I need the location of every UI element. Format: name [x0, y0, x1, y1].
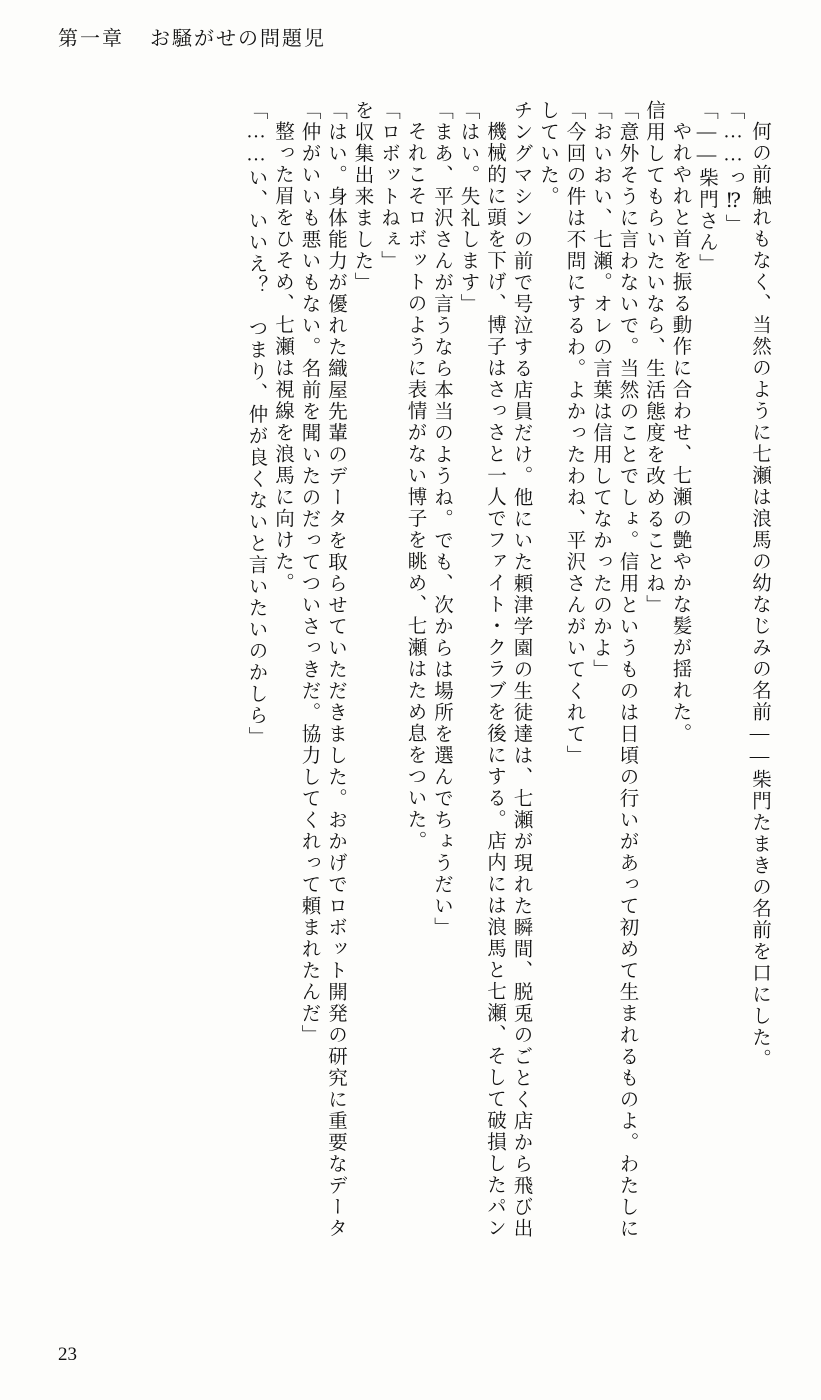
- text-line: 「……い、いいえ？ つまり、仲が良くないと言いたいのかしら」: [245, 100, 267, 748]
- text-line: 「……っ⁉」: [722, 100, 744, 236]
- text-line: 「今回の件は不問にするわ。よかったわね、平沢さんがいてくれて」: [563, 100, 585, 767]
- text-line: 「仲がいいも悪いもない。名前を聞いたのだってついさっきだ。協力してくれって頼まれたんだ」: [298, 100, 320, 1046]
- body-text-block: [239, 100, 769, 1290]
- text-line: 信用してもらいたいなら、生活態度を改めることね」: [643, 100, 664, 616]
- page-number: 23: [58, 1344, 77, 1365]
- text-line: 「はい。失礼します」: [457, 100, 479, 315]
- text-line: 「ロボットねぇ」: [378, 100, 399, 272]
- text-line: を収集出来ました」: [351, 100, 373, 294]
- text-line: 「――柴門さん」: [696, 100, 717, 275]
- text-line: していた。: [537, 100, 558, 208]
- text-line: やれやれと首を振る動作に合わせ、七瀬の艶やかな髪が揺れた。: [669, 121, 691, 745]
- text-line: 「おいおい、七瀬。オレの言葉は信用してなかったのかよ」: [590, 100, 611, 681]
- text-line: それこそロボットのように表情がない博子を眺め、七瀬はため息をついた。: [404, 121, 426, 852]
- text-line: 「まあ、平沢さんが言うなら本当のようね。でも、次からは場所を選んでちょうだい」: [431, 100, 452, 939]
- chapter-number: 第一章: [58, 28, 124, 50]
- chapter-title: お騒がせの問題児: [150, 28, 326, 50]
- text-line: 「はい。身体能力が優れた織屋先輩のデータを取らせていただきました。おかげでロボット開発の研究に重要なデータ: [325, 100, 346, 1240]
- text-line: 機械的に頭を下げ、博子はさっさと一人でファイト・クラブを後にする。店内には浪馬と七瀬、そして破損したパン: [484, 121, 505, 1239]
- text-line: 整った眉をひそめ、七瀬は視線を浪馬に向けた。: [272, 121, 293, 594]
- chapter-header: [58, 22, 326, 51]
- text-line: 何の前触れもなく、当然のように七瀬は浪馬の幼なじみの名前――柴門たまきの名前を口にした。: [749, 121, 770, 1070]
- text-line: チングマシンの前で号泣する店員だけ。他にいた頼津学園の生徒達は、七瀬が現れた瞬間、脱兎のごとく店から飛び出: [510, 100, 532, 1240]
- text-line: 「意外そうに言わないで。当然のことでしょ。信用というものは日頃の行いがあって初めて生まれるものよ。わたしに: [616, 100, 638, 1240]
